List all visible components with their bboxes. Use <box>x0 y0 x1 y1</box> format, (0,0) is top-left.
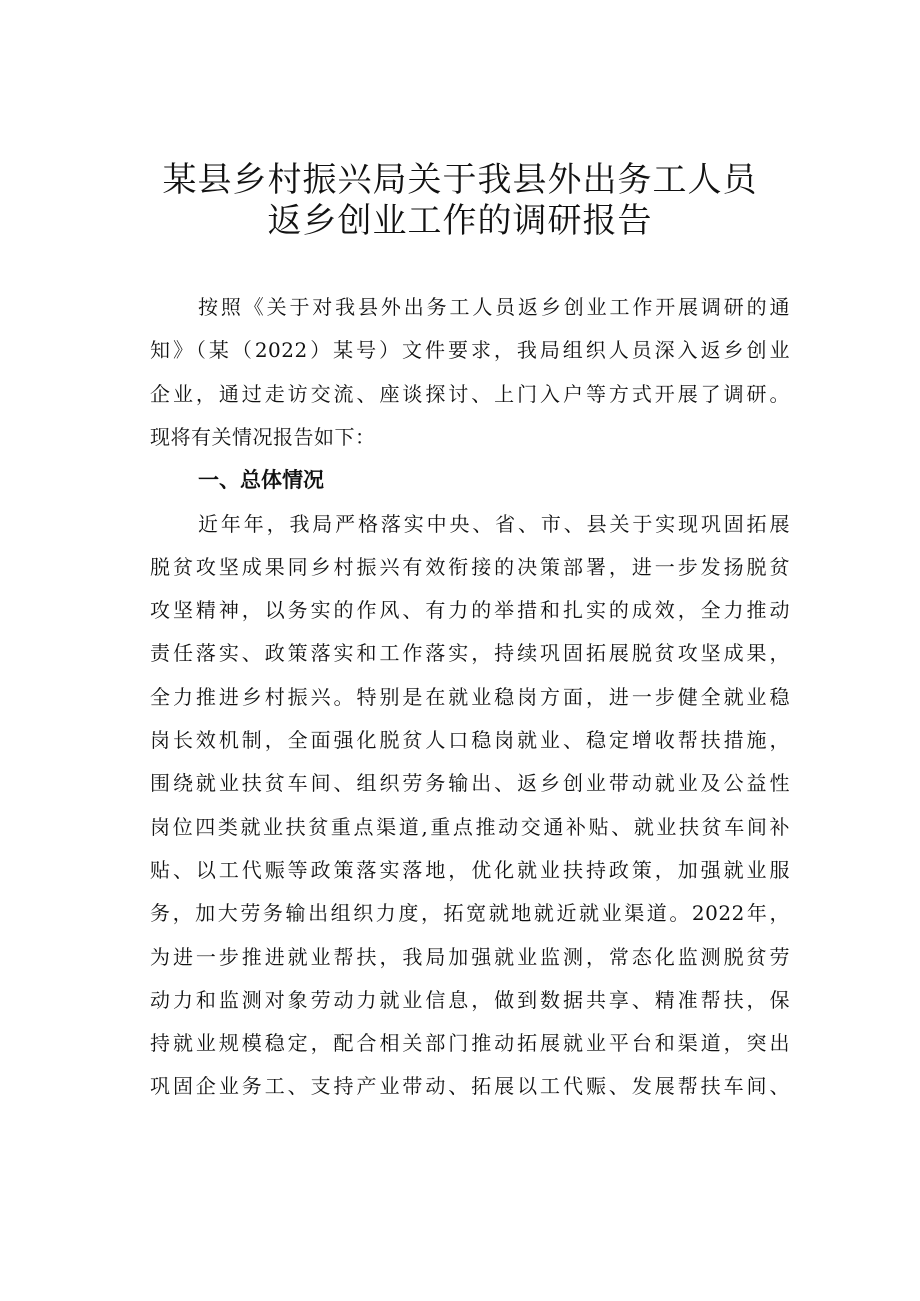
section-line: 为进一步推进就业帮扶，我局加强就业监测，常态化监测脱贫劳 <box>150 945 790 969</box>
intro-line: 按照《关于对我县外出务工人员返乡创业工作开展调研的通 <box>198 295 790 319</box>
section-line: 动力和监测对象劳动力就业信息，做到数据共享、精准帮扶，保 <box>150 988 790 1012</box>
section-line: 近年年，我局严格落实中央、省、市、县关于实现巩固拓展 <box>198 512 790 536</box>
intro-line: 企业，通过走访交流、座谈探讨、上门入户等方式开展了调研。 <box>150 382 790 406</box>
intro-line: 知》（某（2022）某号）文件要求，我局组织人员深入返乡创业 <box>150 338 790 362</box>
section-line: 全力推进乡村振兴。特别是在就业稳岗方面，进一步健全就业稳 <box>150 685 790 709</box>
section-line: 持就业规模稳定，配合相关部门推动拓展就业平台和渠道，突出 <box>150 1031 790 1055</box>
section-line: 责任落实、政策落实和工作落实，持续巩固拓展脱贫攻坚成果， <box>150 641 790 665</box>
document-title-line-2: 返乡创业工作的调研报告 <box>267 201 653 241</box>
section-line: 岗长效机制，全面强化脱贫人口稳岗就业、稳定增收帮扶措施， <box>150 728 790 752</box>
intro-line: 现将有关情况报告如下： <box>150 425 376 449</box>
section-line: 围绕就业扶贫车间、组织劳务输出、返乡创业带动就业及公益性 <box>150 771 790 795</box>
section-line: 岗位四类就业扶贫重点渠道,重点推动交通补贴、就业扶贫车间补 <box>150 815 790 839</box>
section-line: 巩固企业务工、支持产业带动、拓展以工代赈、发展帮扶车间、 <box>150 1074 790 1098</box>
section-line: 脱贫攻坚成果同乡村振兴有效衔接的决策部署，进一步发扬脱贫 <box>150 555 790 579</box>
document-title-line-1: 某县乡村振兴局关于我县外出务工人员 <box>162 160 758 200</box>
section-line: 攻坚精神，以务实的作风、有力的举措和扎实的成效，全力推动 <box>150 598 790 622</box>
section-line: 务，加大劳务输出组织力度，拓宽就地就近就业渠道。2022年， <box>150 901 790 925</box>
section-heading: 一、总体情况 <box>198 468 324 492</box>
section-line: 贴、以工代赈等政策落实落地，优化就业扶持政策，加强就业服 <box>150 858 790 882</box>
